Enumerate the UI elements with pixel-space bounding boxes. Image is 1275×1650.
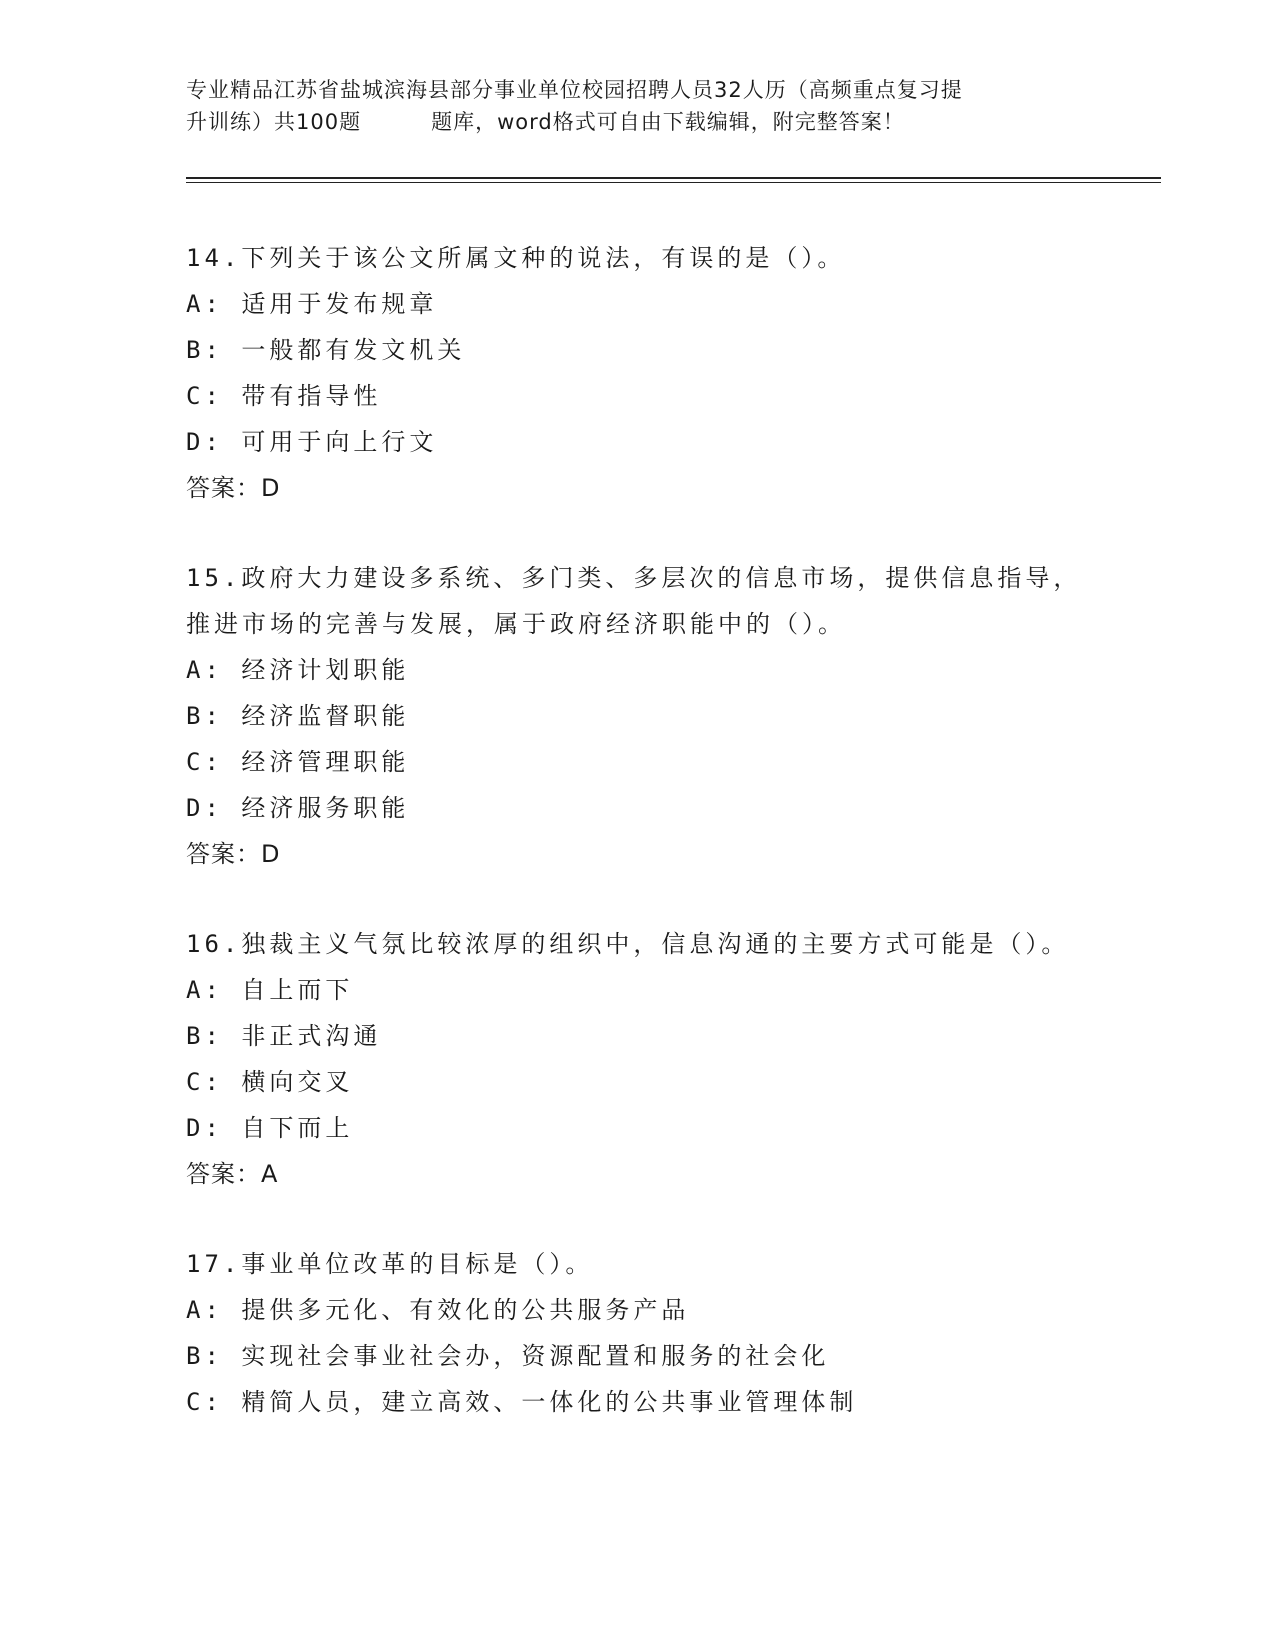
question-stem: 15.政府大力建设多系统、多门类、多层次的信息市场，提供信息指导，推进市场的完善与发展，属于政府经济职能中的（）。 xyxy=(186,564,1082,638)
question-17 xyxy=(186,1241,1086,1425)
option-a: A: 经济计划职能 xyxy=(186,656,410,684)
question-list xyxy=(186,235,1086,1469)
header-divider-thin xyxy=(186,182,1161,183)
option-d: D: 可用于向上行文 xyxy=(186,428,438,456)
option-c: C: 带有指导性 xyxy=(186,382,382,410)
question-stem: 14.下列关于该公文所属文种的说法，有误的是（）。 xyxy=(186,244,846,272)
option-c: C: 精简人员，建立高效、一体化的公共事业管理体制 xyxy=(186,1388,858,1416)
option-a: A: 自上而下 xyxy=(186,976,354,1004)
question-15 xyxy=(186,555,1086,877)
question-stem: 16.独裁主义气氛比较浓厚的组织中，信息沟通的主要方式可能是（）。 xyxy=(186,930,1070,958)
answer: 答案：D xyxy=(186,840,281,868)
option-b: B: 非正式沟通 xyxy=(186,1022,382,1050)
question-16 xyxy=(186,921,1086,1197)
header-line-2-left: 升训练）共100题 xyxy=(186,110,362,134)
option-a: A: 提供多元化、有效化的公共服务产品 xyxy=(186,1296,690,1324)
answer: 答案：D xyxy=(186,474,281,502)
option-d: D: 自下而上 xyxy=(186,1114,354,1142)
option-b: B: 实现社会事业社会办，资源配置和服务的社会化 xyxy=(186,1342,830,1370)
header-line-1: 专业精品江苏省盐城滨海县部分事业单位校园招聘人员32人历（高频重点复习提 xyxy=(186,78,963,102)
header-line-2 xyxy=(186,106,1086,138)
header-divider-thick xyxy=(186,177,1161,179)
option-c: C: 横向交叉 xyxy=(186,1068,354,1096)
answer: 答案：A xyxy=(186,1160,279,1188)
question-stem: 17.事业单位改革的目标是（）。 xyxy=(186,1250,594,1278)
header-line-2-right: 题库，word格式可自由下载编辑，附完整答案！ xyxy=(431,110,905,134)
option-b: B: 经济监督职能 xyxy=(186,702,410,730)
option-a: A: 适用于发布规章 xyxy=(186,290,438,318)
question-14 xyxy=(186,235,1086,511)
option-d: D: 经济服务职能 xyxy=(186,794,410,822)
document-header xyxy=(186,74,1086,138)
option-b: B: 一般都有发文机关 xyxy=(186,336,466,364)
option-c: C: 经济管理职能 xyxy=(186,748,410,776)
